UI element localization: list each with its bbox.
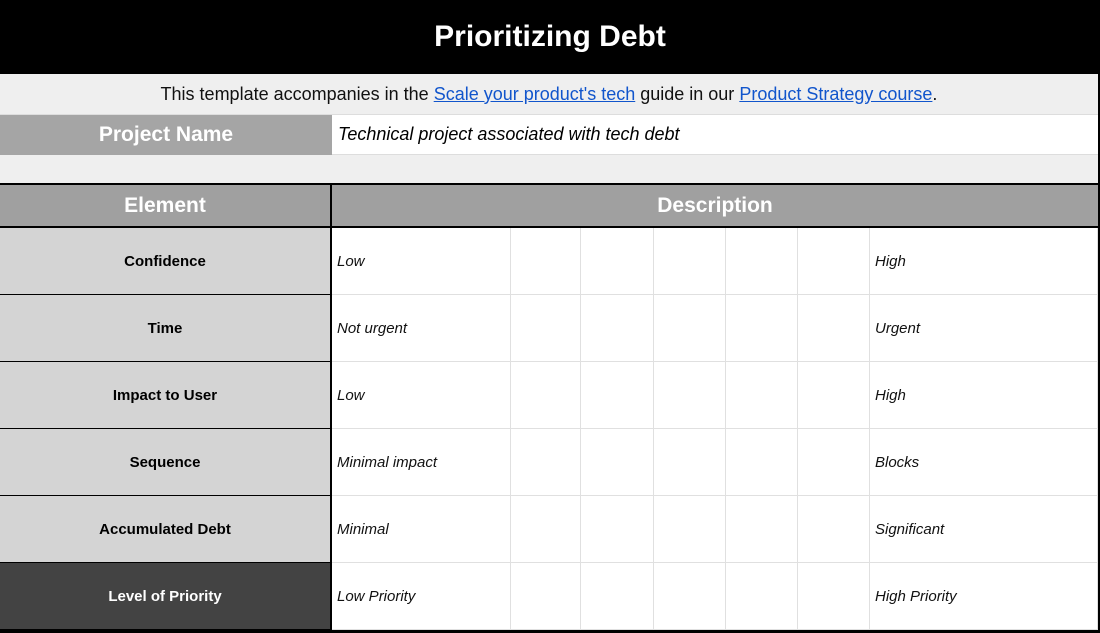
scale-cell[interactable] [654, 295, 726, 362]
scale-cell[interactable] [726, 429, 798, 496]
scale-cell[interactable] [726, 295, 798, 362]
project-name-label: Project Name [0, 115, 332, 155]
scale-cell[interactable]: Significant [870, 496, 1098, 563]
scale-cell[interactable]: Low [332, 362, 511, 429]
subtitle-row [0, 74, 1098, 115]
table-row [0, 362, 1098, 429]
scale-cell[interactable] [654, 496, 726, 563]
scale-cell[interactable] [511, 563, 581, 630]
scale-cell[interactable] [654, 362, 726, 429]
table-row [0, 496, 1098, 563]
element-label: Accumulated Debt [0, 496, 332, 563]
description-header: Description [332, 183, 1098, 228]
scale-cell[interactable] [654, 563, 726, 630]
scale-cell[interactable]: Minimal [332, 496, 511, 563]
scale-cell[interactable] [511, 228, 581, 295]
scale-cell[interactable] [726, 496, 798, 563]
scale-cell[interactable]: Low Priority [332, 563, 511, 630]
scale-cell[interactable]: High [870, 362, 1098, 429]
scale-cell[interactable] [511, 362, 581, 429]
scale-cell[interactable] [798, 563, 870, 630]
scale-cell[interactable] [581, 563, 654, 630]
table-row [0, 563, 1098, 630]
scale-cell[interactable] [798, 496, 870, 563]
table-row [0, 429, 1098, 496]
scale-cell[interactable] [581, 496, 654, 563]
scale-cell[interactable]: Low [332, 228, 511, 295]
scale-cell[interactable] [726, 228, 798, 295]
scale-cell[interactable] [798, 429, 870, 496]
table-row [0, 295, 1098, 362]
spacer-row [0, 155, 1098, 183]
table-row [0, 228, 1098, 295]
scale-cell[interactable] [798, 228, 870, 295]
project-name-value[interactable]: Technical project associated with tech debt [332, 115, 1098, 155]
scale-cell[interactable] [511, 429, 581, 496]
scale-cell[interactable]: Not urgent [332, 295, 511, 362]
element-label: Level of Priority [0, 563, 332, 630]
scale-cell[interactable]: Minimal impact [332, 429, 511, 496]
scale-cell[interactable]: High Priority [870, 563, 1098, 630]
scale-cell[interactable] [581, 362, 654, 429]
scale-cell[interactable] [654, 429, 726, 496]
element-label: Confidence [0, 228, 332, 295]
scale-cell[interactable] [581, 295, 654, 362]
scale-cell[interactable] [581, 228, 654, 295]
scale-cell[interactable]: Urgent [870, 295, 1098, 362]
scale-cell[interactable] [511, 496, 581, 563]
element-label: Sequence [0, 429, 332, 496]
scale-cell[interactable]: High [870, 228, 1098, 295]
scale-cell[interactable] [798, 295, 870, 362]
scale-cell[interactable] [511, 295, 581, 362]
scale-cell[interactable] [654, 228, 726, 295]
scale-cell[interactable]: Blocks [870, 429, 1098, 496]
subtitle-text: This template accompanies in the [160, 83, 429, 104]
subtitle-text-middle: guide in our [640, 83, 735, 104]
scale-tech-link[interactable]: Scale your product's tech [433, 83, 636, 104]
element-label: Time [0, 295, 332, 362]
element-label: Impact to User [0, 362, 332, 429]
scale-cell[interactable] [581, 429, 654, 496]
product-strategy-link[interactable]: Product Strategy course [739, 83, 933, 104]
scale-cell[interactable] [726, 362, 798, 429]
scale-cell[interactable] [798, 362, 870, 429]
sheet-title: Prioritizing Debt [0, 0, 1100, 74]
element-header: Element [0, 183, 332, 228]
subtitle-period: . [932, 83, 938, 104]
scale-cell[interactable] [726, 563, 798, 630]
